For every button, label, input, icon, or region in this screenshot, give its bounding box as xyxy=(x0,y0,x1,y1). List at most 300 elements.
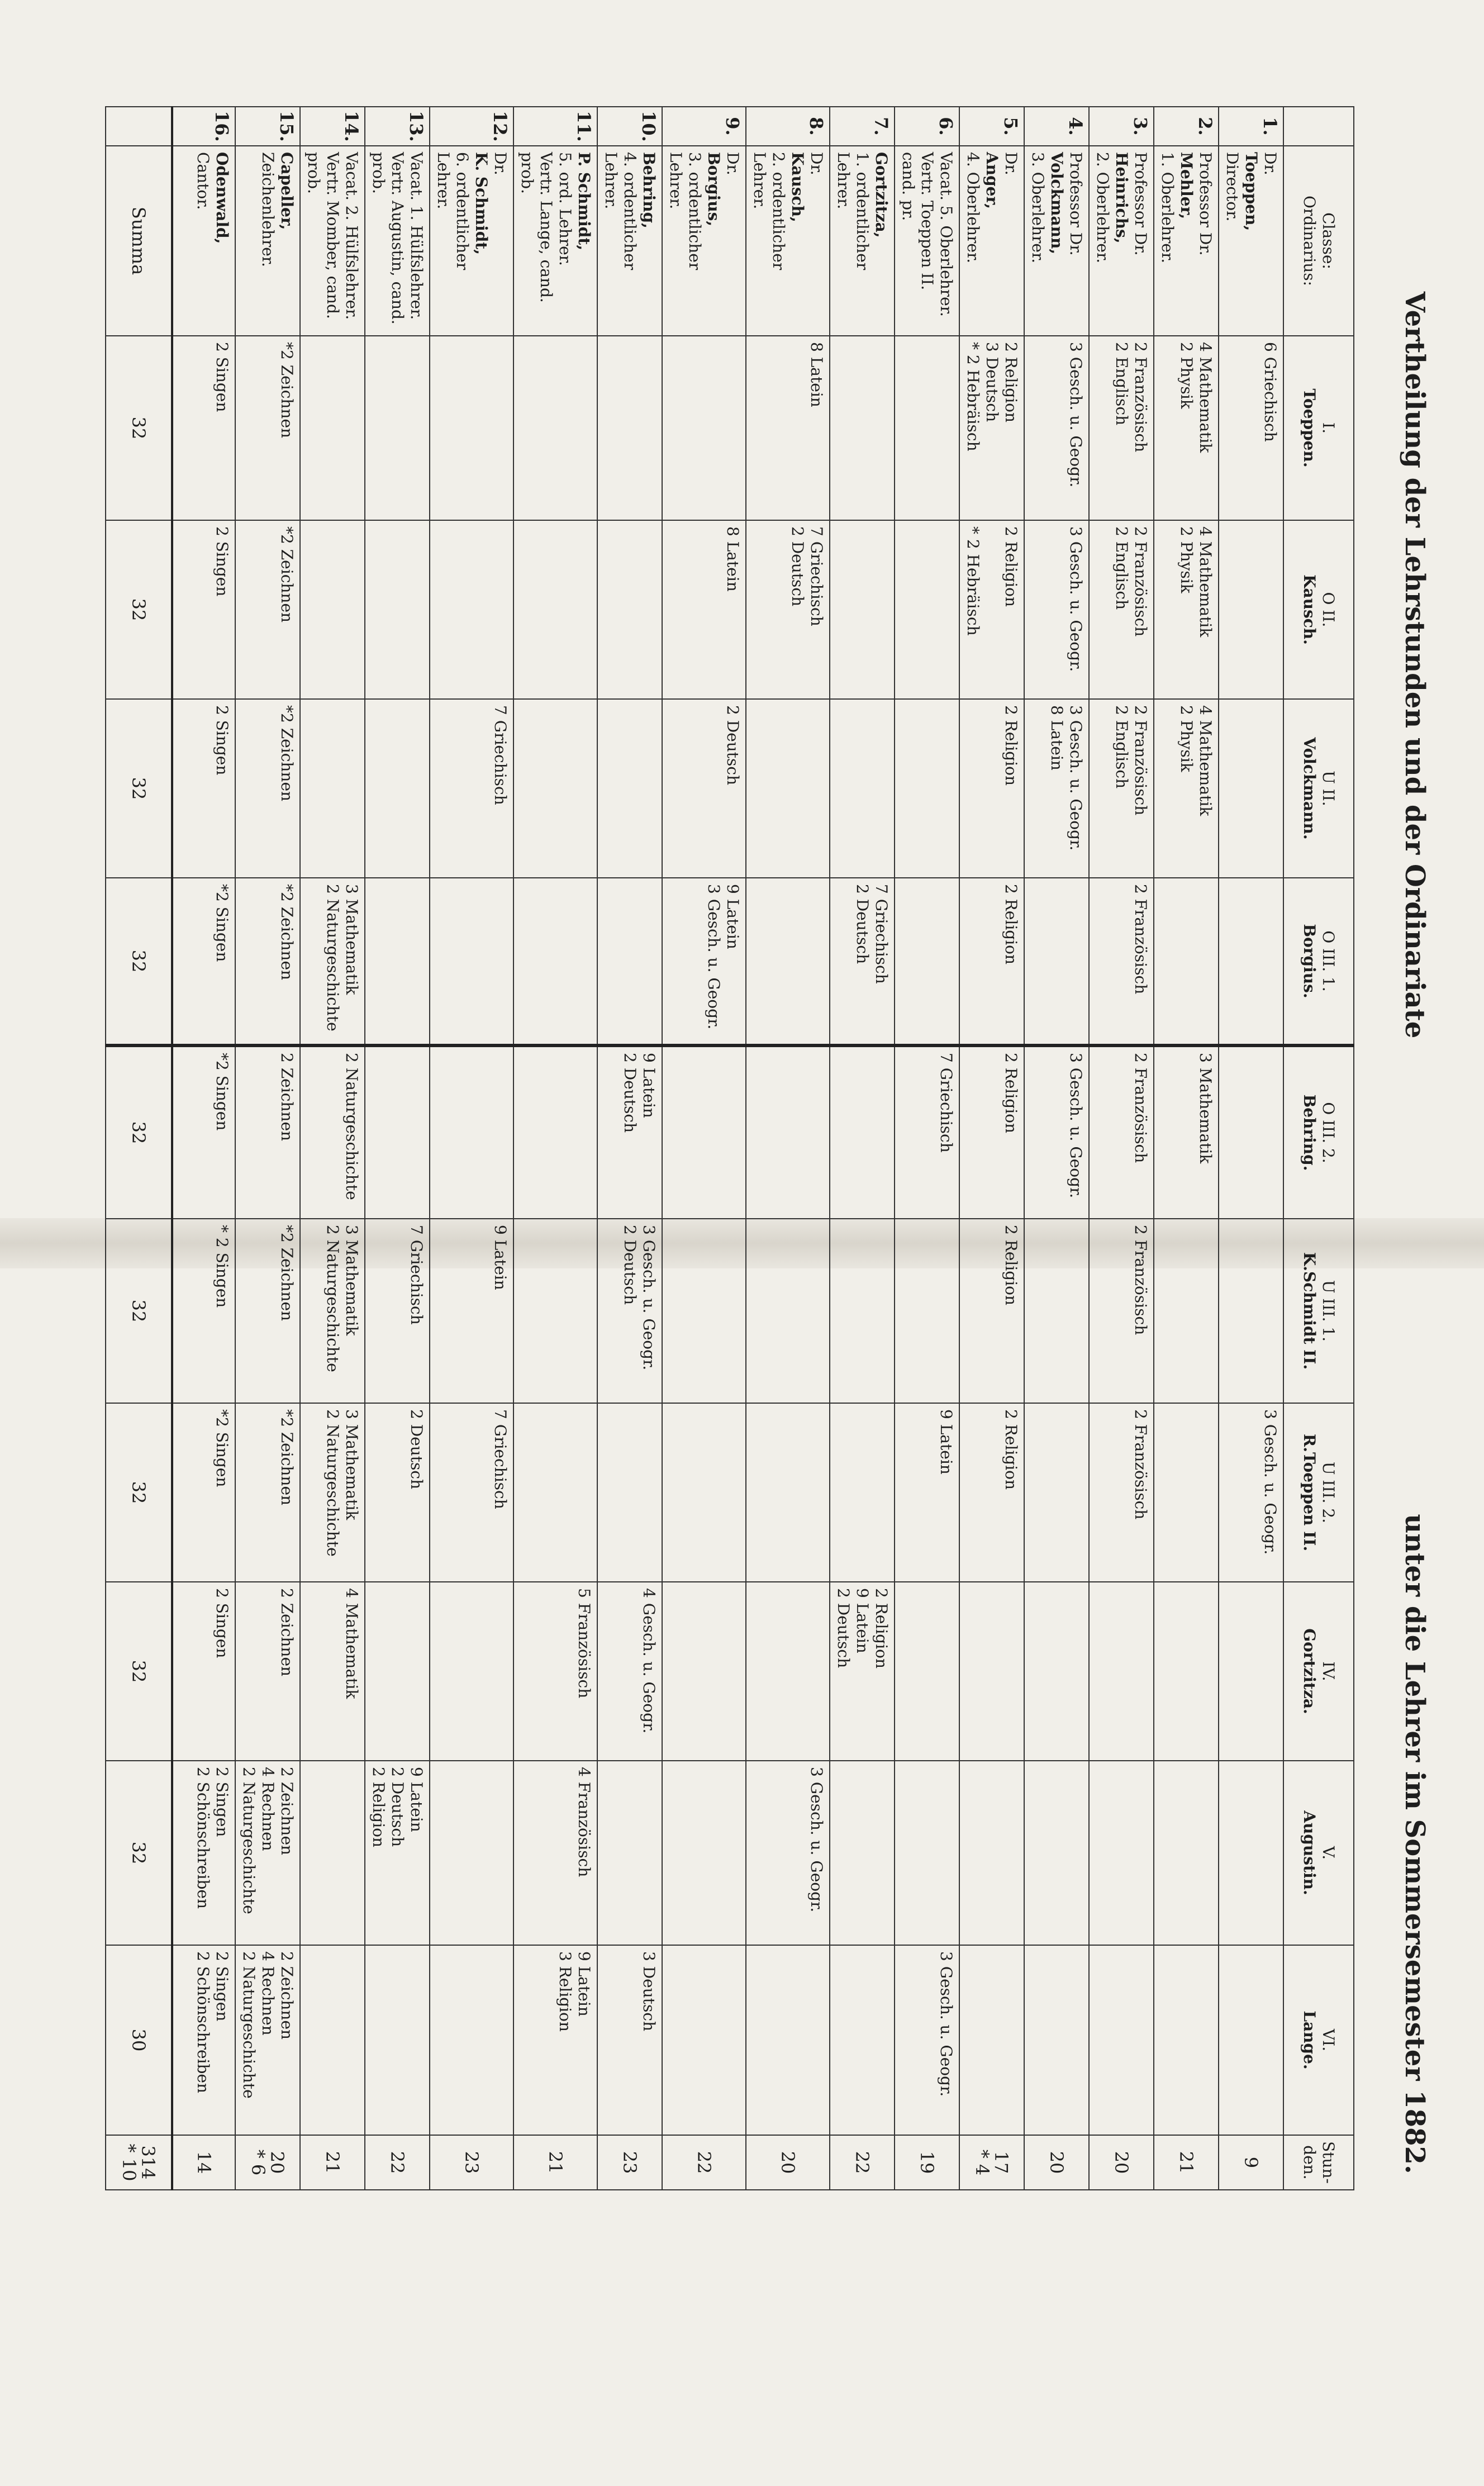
summa-value: 32 xyxy=(106,1219,172,1403)
lesson-cell xyxy=(746,1582,830,1761)
lesson-cell: 7 Griechisch xyxy=(365,1219,430,1403)
teacher-role: Vertr. Momber, cand. prob. xyxy=(305,152,342,319)
lesson-cell: 3 Mathematik 2 Naturgeschichte xyxy=(300,1219,365,1403)
lesson-cell xyxy=(513,520,597,699)
hours-total: 20 xyxy=(1024,2135,1089,2190)
lesson-cell xyxy=(300,520,365,699)
lesson-cell: * 2 Singen xyxy=(172,1219,235,1403)
header-col-1 xyxy=(1283,336,1354,520)
lesson-cell xyxy=(1024,1582,1089,1761)
teacher-cell xyxy=(300,146,365,336)
row-number: 12. xyxy=(430,107,513,146)
lesson-cell: 6 Griechisch xyxy=(1219,336,1283,520)
teacher-title: Vacat. 1. Hülfslehrer. xyxy=(407,152,426,320)
lesson-cell xyxy=(662,1045,746,1219)
table-row xyxy=(830,107,895,2190)
teacher-role: Vertr. Augustin, cand. prob. xyxy=(369,152,407,325)
lesson-cell xyxy=(300,1761,365,1945)
lesson-cell: *2 Zeichnen xyxy=(235,520,300,699)
lesson-cell: 2 Religion xyxy=(959,699,1024,878)
lesson-cell xyxy=(597,699,662,878)
teacher-cell xyxy=(662,146,746,336)
teacher-title: Dr. xyxy=(807,152,826,175)
lesson-cell: 2 Französisch xyxy=(1089,1219,1154,1403)
row-number: 7. xyxy=(830,107,895,146)
lesson-cell xyxy=(746,878,830,1045)
lesson-cell: 3 Gesch. u. Geogr. 2 Deutsch xyxy=(597,1219,662,1403)
lesson-cell xyxy=(1154,1403,1219,1582)
lesson-cell xyxy=(430,1761,513,1945)
table-row xyxy=(430,107,513,2190)
lesson-cell: *2 Singen xyxy=(172,1403,235,1582)
lesson-cell xyxy=(365,1045,430,1219)
lesson-cell: 3 Mathematik xyxy=(1154,1045,1219,1219)
teacher-role: 4. Oberlehrer. xyxy=(964,152,982,264)
lesson-cell: 9 Latein xyxy=(430,1219,513,1403)
lesson-cell xyxy=(1089,1945,1154,2135)
teacher-role: Cantor. xyxy=(194,152,212,210)
lesson-cell: 2 Singen xyxy=(172,520,235,699)
lesson-cell: 2 Religion * 2 Hebräisch xyxy=(959,520,1024,699)
lesson-cell xyxy=(430,1045,513,1219)
teacher-role: 1. Oberlehrer. xyxy=(1158,152,1177,264)
lesson-cell: 4 Mathematik 2 Physik xyxy=(1154,336,1219,520)
lesson-cell: 2 Zeichnen xyxy=(235,1045,300,1219)
hours-total: 22 xyxy=(662,2135,746,2190)
lesson-cell: 2 Religion xyxy=(959,1045,1024,1219)
lesson-cell xyxy=(662,1945,746,2135)
teacher-role: 1. ordentlicher Lehrer. xyxy=(834,152,872,270)
lesson-cell xyxy=(1089,1761,1154,1945)
lesson-cell: 8 Latein xyxy=(746,336,830,520)
lesson-cell xyxy=(662,1761,746,1945)
row-number: 8. xyxy=(746,107,830,146)
teacher-cell xyxy=(746,146,830,336)
summa-value: 30 xyxy=(106,1945,172,2135)
hours-total: 17 * 4 xyxy=(959,2135,1024,2190)
class-name: O III. 1. xyxy=(1319,930,1338,992)
lesson-cell: 2 Französisch xyxy=(1089,1045,1154,1219)
table-body xyxy=(106,107,1283,2190)
lesson-cell: 2 Deutsch xyxy=(662,699,746,878)
hours-total: 20 xyxy=(746,2135,830,2190)
row-number: 15. xyxy=(235,107,300,146)
summa-label: Summa xyxy=(106,146,172,336)
row-number: 16. xyxy=(172,107,235,146)
lesson-cell: 2 Zeichnen xyxy=(235,1582,300,1761)
lesson-cell: 7 Griechisch 2 Deutsch xyxy=(746,520,830,699)
teacher-title: Dr. xyxy=(724,152,742,175)
header-number-cell xyxy=(1283,107,1354,146)
lesson-cell xyxy=(830,1219,895,1403)
lesson-cell xyxy=(895,878,959,1045)
lesson-cell: 2 Singen xyxy=(172,336,235,520)
lesson-cell xyxy=(597,1761,662,1945)
teacher-role: Zeichenlehrer. xyxy=(259,152,277,268)
class-ordinarius: K.Schmidt II. xyxy=(1300,1252,1319,1370)
lesson-cell: 3 Gesch. u. Geogr. xyxy=(746,1761,830,1945)
row-number: 3. xyxy=(1089,107,1154,146)
class-name: I. xyxy=(1319,422,1338,434)
lesson-cell: 2 Religion 3 Deutsch * 2 Hebräisch xyxy=(959,336,1024,520)
table-row xyxy=(597,107,662,2190)
summa-value: 32 xyxy=(106,699,172,878)
lesson-cell xyxy=(662,336,746,520)
lesson-cell: 4 Mathematik 2 Physik xyxy=(1154,699,1219,878)
teacher-cell xyxy=(1219,146,1283,336)
header-classe-cell xyxy=(1283,146,1354,336)
summa-value: 32 xyxy=(106,1403,172,1582)
header-col-9 xyxy=(1283,1761,1354,1945)
summa-value: 32 xyxy=(106,878,172,1045)
teacher-role: Vertr. Toeppen II. cand. pr. xyxy=(899,152,936,291)
lesson-cell xyxy=(830,336,895,520)
class-name: U II. xyxy=(1319,771,1338,806)
teacher-name: Anger, xyxy=(983,152,1001,209)
class-ordinarius: Lange. xyxy=(1300,2010,1319,2070)
header-col-8 xyxy=(1283,1582,1354,1761)
lesson-cell xyxy=(1154,1761,1219,1945)
teacher-title: Dr. xyxy=(491,152,510,175)
lesson-cell: 2 Religion xyxy=(959,878,1024,1045)
lesson-cell xyxy=(1219,1945,1283,2135)
lesson-cell xyxy=(513,1045,597,1219)
teacher-role: 2. Oberlehrer. xyxy=(1093,152,1112,264)
lesson-cell: 4 Gesch. u. Geogr. xyxy=(597,1582,662,1761)
teacher-title: Dr. xyxy=(1261,152,1280,175)
teacher-cell xyxy=(430,146,513,336)
lesson-cell: 5 Französisch xyxy=(513,1582,597,1761)
lesson-cell: 2 Singen 2 Schönschreiben xyxy=(172,1945,235,2135)
lesson-cell: 3 Gesch. u. Geogr. xyxy=(1219,1403,1283,1582)
title-left: Vertheilung der Lehrstunden und der Ordinariate xyxy=(1399,291,1430,1039)
lesson-cell xyxy=(1024,1945,1089,2135)
lesson-cell xyxy=(365,699,430,878)
lesson-cell: 7 Griechisch 2 Deutsch xyxy=(830,878,895,1045)
hours-total: 23 xyxy=(597,2135,662,2190)
teacher-role: 3. Oberlehrer. xyxy=(1029,152,1047,264)
summa-value: 32 xyxy=(106,1582,172,1761)
teacher-role: 4. ordentlicher Lehrer. xyxy=(602,152,639,270)
teacher-title: Professor Dr. xyxy=(1131,152,1150,256)
lesson-cell xyxy=(895,520,959,699)
lesson-cell xyxy=(597,878,662,1045)
lesson-cell xyxy=(1154,1945,1219,2135)
lesson-cell xyxy=(1154,1219,1219,1403)
lesson-cell xyxy=(597,1403,662,1582)
ordinarius-label: Ordinarius: xyxy=(1300,195,1319,287)
lesson-cell xyxy=(1219,520,1283,699)
lesson-cell: 9 Latein 2 Deutsch xyxy=(597,1045,662,1219)
lesson-cell: 3 Gesch. u. Geogr. xyxy=(1024,1045,1089,1219)
header-col-4 xyxy=(1283,878,1354,1045)
teacher-role: Director. xyxy=(1223,152,1242,222)
teacher-role: 5. ord. Lehrer. Vertr. Lange, cand. prob. xyxy=(518,152,574,303)
summa-number-cell xyxy=(106,107,172,146)
lesson-cell xyxy=(1089,1582,1154,1761)
classe-label: Classe: xyxy=(1319,212,1338,269)
class-ordinarius: R.Toeppen II. xyxy=(1300,1433,1319,1552)
class-ordinarius: Augustin. xyxy=(1300,1810,1319,1895)
summa-row xyxy=(106,107,172,2190)
lesson-cell: 4 Mathematik xyxy=(300,1582,365,1761)
lesson-cell xyxy=(662,1403,746,1582)
summa-value: 32 xyxy=(106,336,172,520)
lesson-cell xyxy=(430,1945,513,2135)
lesson-cell xyxy=(1024,1761,1089,1945)
header-col-10 xyxy=(1283,1945,1354,2135)
hours-total: 20 * 6 xyxy=(235,2135,300,2190)
lesson-cell: 7 Griechisch xyxy=(895,1045,959,1219)
lesson-cell: 9 Latein 2 Deutsch 2 Religion xyxy=(365,1761,430,1945)
lesson-cell xyxy=(895,336,959,520)
lesson-cell: 2 Französisch 2 Englisch xyxy=(1089,336,1154,520)
summa-total: 314 * 10 xyxy=(106,2135,172,2190)
lesson-cell xyxy=(1219,1219,1283,1403)
table-row xyxy=(1089,107,1154,2190)
lesson-cell: *2 Zeichnen xyxy=(235,1403,300,1582)
header-col-5 xyxy=(1283,1045,1354,1219)
table-row xyxy=(895,107,959,2190)
title-right: unter die Lehrer im Sommersemester 1882. xyxy=(1399,1514,1430,2174)
teacher-name: Mehler, xyxy=(1177,152,1196,220)
teacher-title: Dr. xyxy=(1002,152,1020,175)
row-number: 4. xyxy=(1024,107,1089,146)
lesson-cell xyxy=(1024,1219,1089,1403)
teacher-name: K. Schmidt, xyxy=(472,152,491,255)
class-name: VI. xyxy=(1319,2028,1338,2052)
table-row xyxy=(365,107,430,2190)
table-row xyxy=(1154,107,1219,2190)
header-col-6 xyxy=(1283,1219,1354,1403)
teacher-cell xyxy=(365,146,430,336)
teacher-cell xyxy=(235,146,300,336)
lesson-cell xyxy=(1219,1045,1283,1219)
class-ordinarius: Behring. xyxy=(1300,1094,1319,1171)
lesson-cell xyxy=(895,1761,959,1945)
lesson-cell: 2 Deutsch xyxy=(365,1403,430,1582)
teacher-role: 6. ordentlicher Lehrer. xyxy=(434,152,472,270)
teacher-name: Toeppen, xyxy=(1242,152,1261,231)
lesson-cell: 2 Französisch xyxy=(1089,1403,1154,1582)
class-name: U III. 1. xyxy=(1319,1280,1338,1342)
lesson-cell xyxy=(662,1219,746,1403)
row-number: 6. xyxy=(895,107,959,146)
class-name: O II. xyxy=(1319,592,1338,628)
class-name: V. xyxy=(1319,1846,1338,1860)
lesson-cell xyxy=(430,520,513,699)
row-number: 5. xyxy=(959,107,1024,146)
lesson-cell: 2 Zeichnen 4 Rechnen 2 Naturgeschichte xyxy=(235,1761,300,1945)
row-number: 13. xyxy=(365,107,430,146)
lesson-cell: *2 Singen xyxy=(172,1045,235,1219)
teacher-cell xyxy=(597,146,662,336)
hours-total: 23 xyxy=(430,2135,513,2190)
teacher-cell xyxy=(895,146,959,336)
teacher-cell xyxy=(1024,146,1089,336)
timetable xyxy=(105,106,1354,2190)
class-ordinarius: Toeppen. xyxy=(1300,388,1319,468)
lesson-cell: 9 Latein 3 Gesch. u. Geogr. xyxy=(662,878,746,1045)
lesson-cell xyxy=(513,1219,597,1403)
lesson-cell xyxy=(597,336,662,520)
teacher-cell xyxy=(959,146,1024,336)
table-row xyxy=(300,107,365,2190)
lesson-cell xyxy=(830,699,895,878)
teacher-cell xyxy=(1089,146,1154,336)
header-row xyxy=(1283,107,1354,2190)
hours-total: 21 xyxy=(1154,2135,1219,2190)
lesson-cell xyxy=(513,336,597,520)
lesson-cell: 8 Latein xyxy=(662,520,746,699)
teacher-name: P. Schmidt, xyxy=(575,152,593,251)
header-col-2 xyxy=(1283,520,1354,699)
lesson-cell: 3 Mathematik 2 Naturgeschichte xyxy=(300,878,365,1045)
teacher-cell xyxy=(172,146,235,336)
lesson-cell xyxy=(1219,1582,1283,1761)
lesson-cell: 4 Französisch xyxy=(513,1761,597,1945)
lesson-cell: 2 Zeichnen 4 Rechnen 2 Naturgeschichte xyxy=(235,1945,300,2135)
lesson-cell xyxy=(1219,878,1283,1045)
lesson-cell xyxy=(597,520,662,699)
lesson-cell: 9 Latein xyxy=(895,1403,959,1582)
lesson-cell xyxy=(365,1582,430,1761)
class-ordinarius: Volckmann. xyxy=(1300,737,1319,840)
table-row xyxy=(746,107,830,2190)
table-row xyxy=(959,107,1024,2190)
lesson-cell: 2 Französisch 2 Englisch xyxy=(1089,520,1154,699)
lesson-cell xyxy=(1219,699,1283,878)
lesson-cell xyxy=(1024,1403,1089,1582)
summa-value: 32 xyxy=(106,1045,172,1219)
table-row xyxy=(1024,107,1089,2190)
lesson-cell: *2 Zeichnen xyxy=(235,336,300,520)
teacher-role: 3. ordentlicher Lehrer. xyxy=(667,152,704,270)
teacher-title: Professor Dr. xyxy=(1196,152,1215,256)
lesson-cell xyxy=(1219,1761,1283,1945)
lesson-cell xyxy=(959,1582,1024,1761)
lesson-cell xyxy=(959,1761,1024,1945)
lesson-cell xyxy=(830,1945,895,2135)
row-number: 11. xyxy=(513,107,597,146)
lesson-cell xyxy=(300,699,365,878)
lesson-cell xyxy=(746,1945,830,2135)
lesson-cell xyxy=(513,699,597,878)
teacher-cell xyxy=(1154,146,1219,336)
table-row xyxy=(662,107,746,2190)
class-name: IV. xyxy=(1319,1661,1338,1681)
lesson-cell xyxy=(830,520,895,699)
teacher-name: Heinrichs, xyxy=(1112,152,1131,244)
hours-total: 22 xyxy=(365,2135,430,2190)
hours-total: 9 xyxy=(1219,2135,1283,2190)
hours-total: 19 xyxy=(895,2135,959,2190)
lesson-cell xyxy=(830,1403,895,1582)
table-row xyxy=(172,107,235,2190)
row-number: 10. xyxy=(597,107,662,146)
lesson-cell: 2 Religion xyxy=(959,1403,1024,1582)
lesson-cell xyxy=(746,1403,830,1582)
lesson-cell: 2 Französisch xyxy=(1089,878,1154,1045)
hours-total: 14 xyxy=(172,2135,235,2190)
lesson-cell: 2 Singen 2 Schönschreiben xyxy=(172,1761,235,1945)
lesson-cell xyxy=(430,1582,513,1761)
lesson-cell: *2 Zeichnen xyxy=(235,878,300,1045)
class-name: O III. 2. xyxy=(1319,1102,1338,1163)
lesson-cell: 2 Französisch 2 Englisch xyxy=(1089,699,1154,878)
lesson-cell xyxy=(830,1761,895,1945)
lesson-cell: 2 Religion 9 Latein 2 Deutsch xyxy=(830,1582,895,1761)
lesson-cell xyxy=(895,699,959,878)
lesson-cell xyxy=(1024,878,1089,1045)
lesson-cell xyxy=(365,520,430,699)
lesson-cell xyxy=(365,336,430,520)
hours-total: 22 xyxy=(830,2135,895,2190)
lesson-cell: 3 Gesch. u. Geogr. 8 Latein xyxy=(1024,699,1089,878)
lesson-cell xyxy=(365,1945,430,2135)
class-ordinarius: Kausch. xyxy=(1300,574,1319,645)
row-number: 9. xyxy=(662,107,746,146)
lesson-cell xyxy=(1154,1582,1219,1761)
lesson-cell xyxy=(430,336,513,520)
lesson-cell: 2 Singen xyxy=(172,699,235,878)
hours-total: 21 xyxy=(300,2135,365,2190)
teacher-name: Behring, xyxy=(640,152,658,229)
row-number: 2. xyxy=(1154,107,1219,146)
lesson-cell: 2 Singen xyxy=(172,1582,235,1761)
table-row xyxy=(235,107,300,2190)
lesson-cell xyxy=(959,1945,1024,2135)
lesson-cell: 3 Gesch. u. Geogr. xyxy=(1024,520,1089,699)
lesson-cell: 2 Religion xyxy=(959,1219,1024,1403)
lesson-cell: *2 Singen xyxy=(172,878,235,1045)
lesson-cell xyxy=(662,1582,746,1761)
teacher-cell xyxy=(830,146,895,336)
teacher-name: Gortzitza, xyxy=(872,152,891,238)
lesson-cell xyxy=(895,1582,959,1761)
header-hours: Stun-den. xyxy=(1283,2135,1354,2190)
lesson-cell: 4 Mathematik 2 Physik xyxy=(1154,520,1219,699)
lesson-cell: 3 Deutsch xyxy=(597,1945,662,2135)
summa-value: 32 xyxy=(106,1761,172,1945)
lesson-cell: 2 Naturgeschichte xyxy=(300,1045,365,1219)
lesson-cell: *2 Zeichnen xyxy=(235,1219,300,1403)
lesson-cell xyxy=(746,699,830,878)
lesson-cell xyxy=(365,878,430,1045)
lesson-cell xyxy=(746,1045,830,1219)
lesson-cell xyxy=(300,336,365,520)
summa-value: 32 xyxy=(106,520,172,699)
class-ordinarius: Borgius. xyxy=(1300,924,1319,999)
class-ordinarius: Gortzitza. xyxy=(1300,1628,1319,1714)
lesson-cell xyxy=(300,1945,365,2135)
header-col-3 xyxy=(1283,699,1354,878)
lesson-cell xyxy=(746,1219,830,1403)
lesson-cell: 7 Griechisch xyxy=(430,1403,513,1582)
class-name: U III. 2. xyxy=(1319,1461,1338,1524)
hours-total: 20 xyxy=(1089,2135,1154,2190)
row-number: 14. xyxy=(300,107,365,146)
teacher-cell xyxy=(513,146,597,336)
lesson-cell: 3 Gesch. u. Geogr. xyxy=(1024,336,1089,520)
teacher-title: Vacat. 2. Hülfslehrer. xyxy=(343,152,361,320)
teacher-role: 2. ordentlicher Lehrer. xyxy=(750,152,788,270)
lesson-cell xyxy=(513,878,597,1045)
teacher-title: Vacat. 5. Oberlehrer. xyxy=(937,152,955,317)
teacher-name: Capeller, xyxy=(278,152,296,230)
lesson-cell xyxy=(830,1045,895,1219)
table-row xyxy=(513,107,597,2190)
